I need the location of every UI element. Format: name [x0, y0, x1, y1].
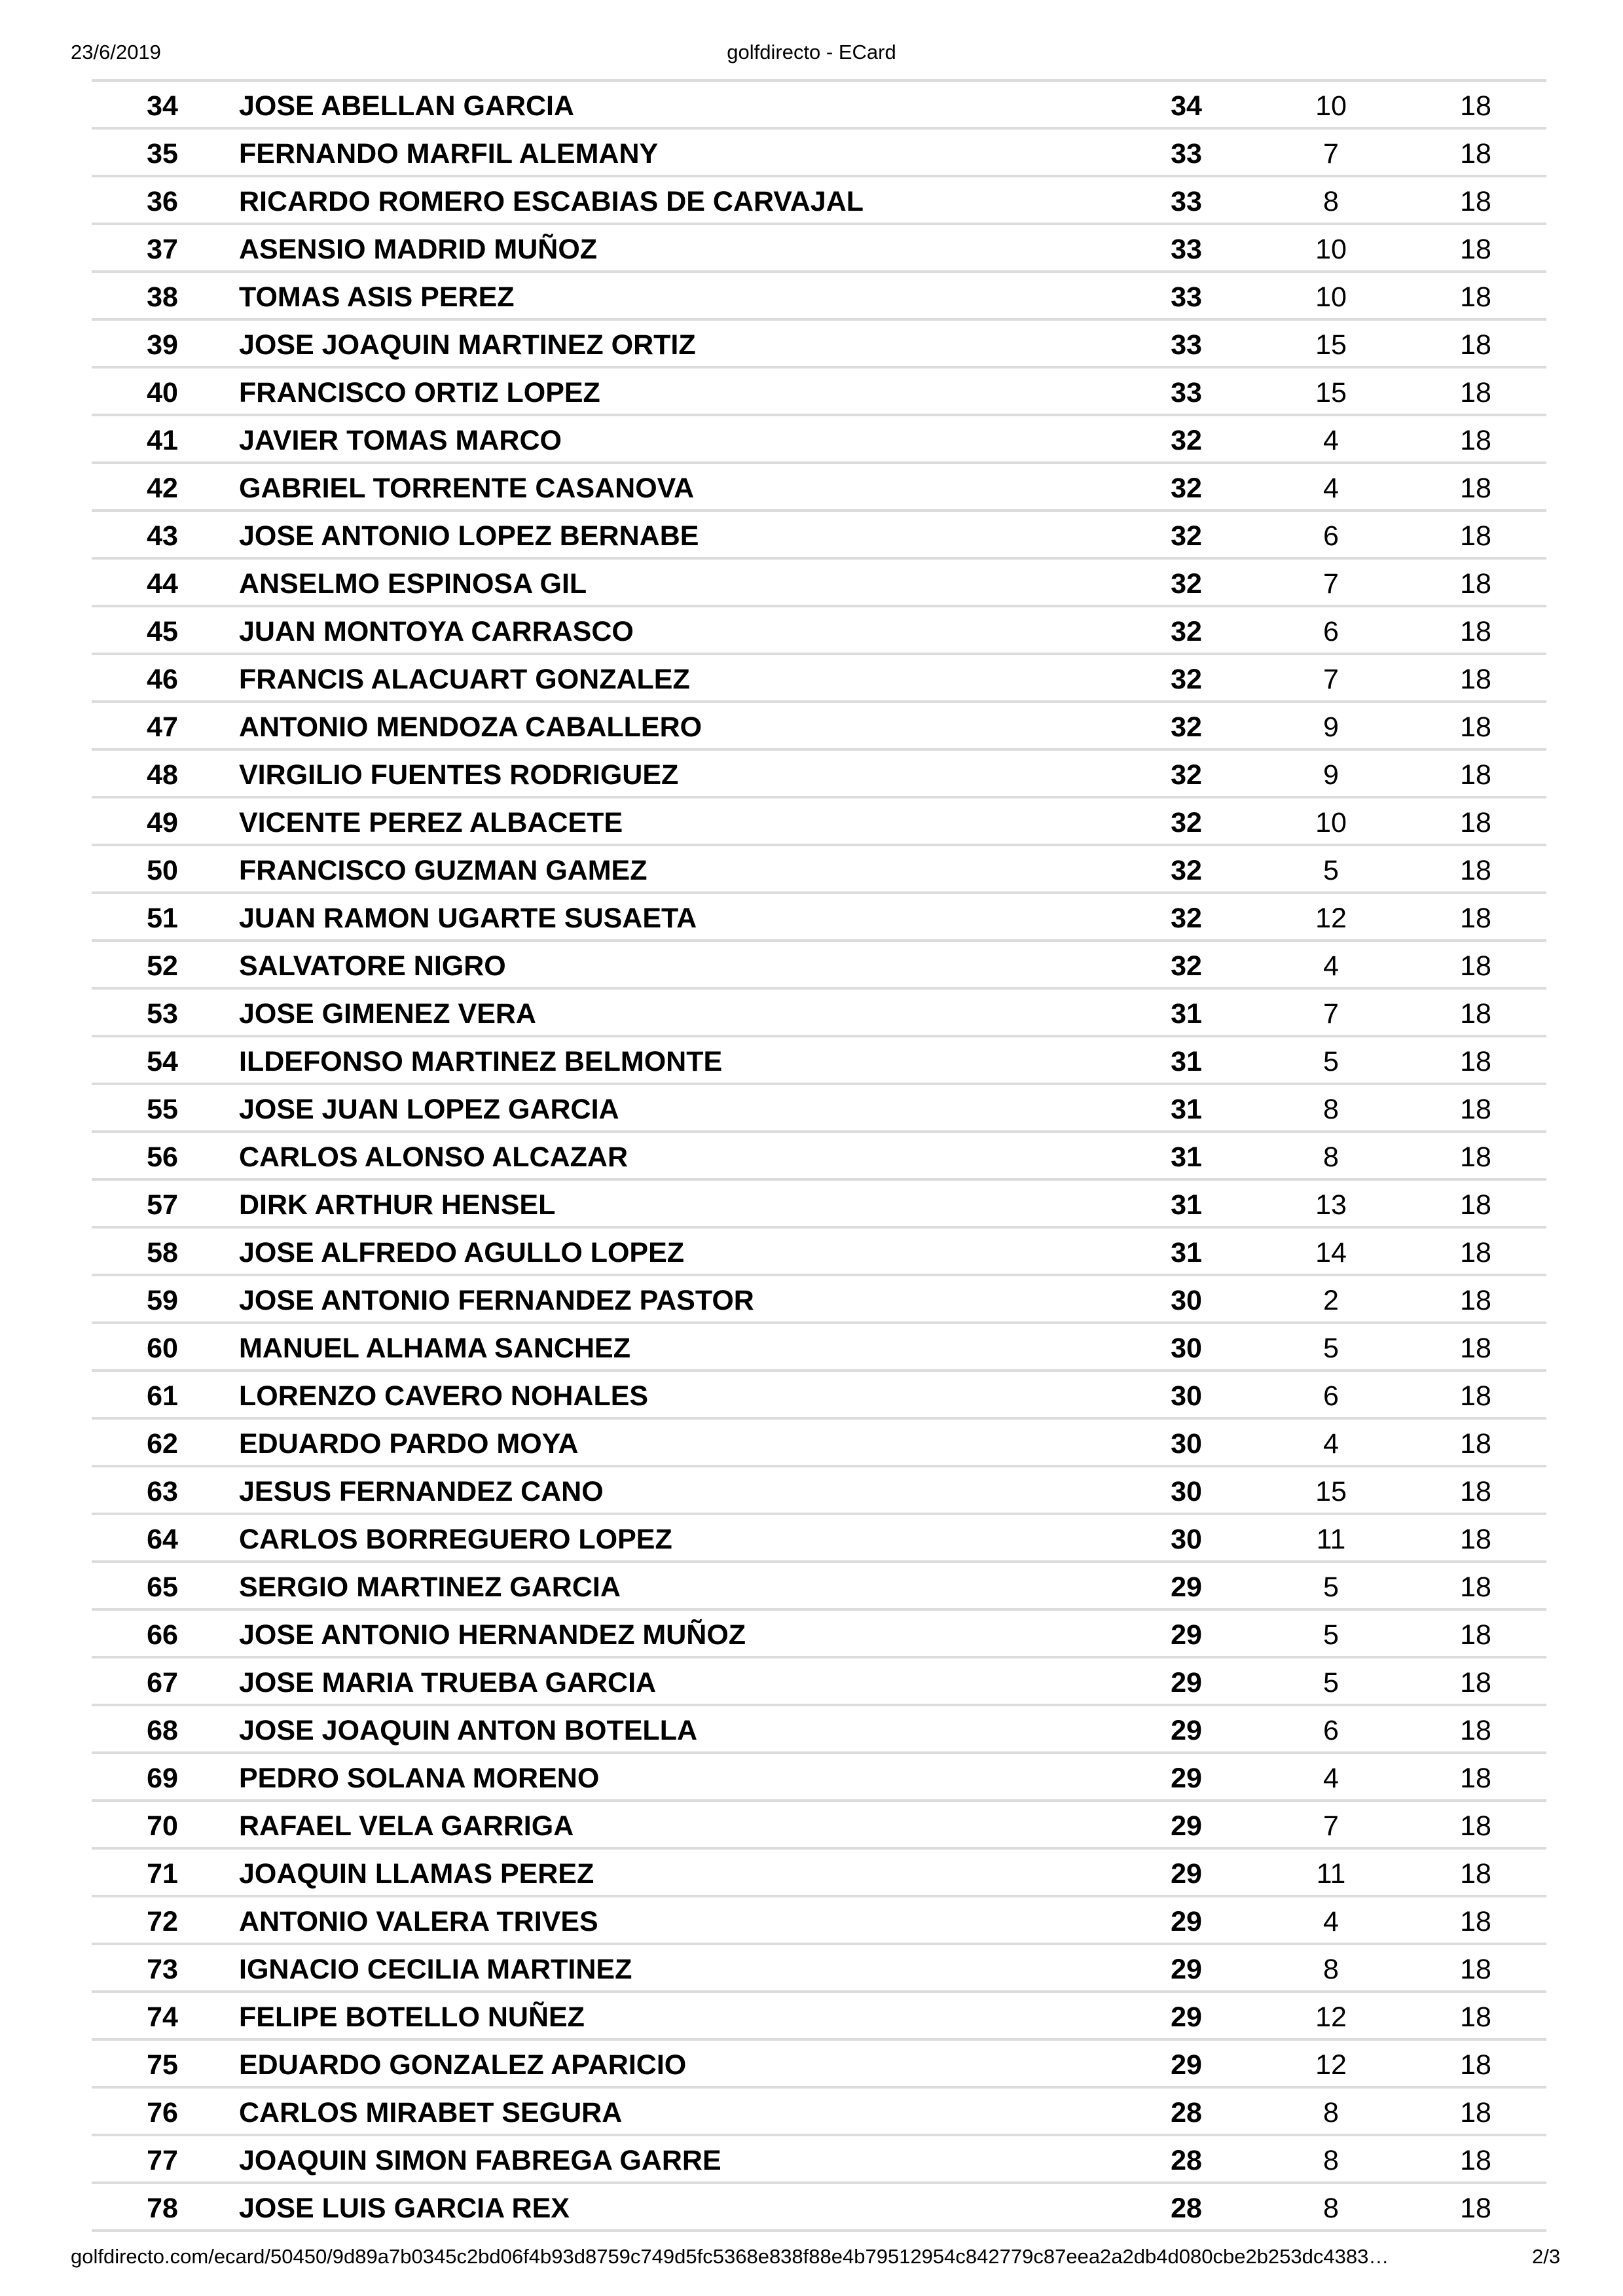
position-cell: 73	[147, 1954, 178, 1985]
player-name-cell: JOSE ALFREDO AGULLO LOPEZ	[239, 1237, 685, 1268]
handicap-cell: 6	[1323, 616, 1339, 647]
position-cell: 65	[147, 1571, 178, 1603]
holes-cell: 18	[1460, 2145, 1491, 2176]
table-row	[92, 2038, 1546, 2086]
holes-cell: 18	[1460, 425, 1491, 456]
position-cell: 69	[147, 1763, 178, 1794]
score-cell: 29	[1171, 1954, 1202, 1985]
player-name-cell: JOAQUIN SIMON FABREGA GARRE	[239, 2145, 721, 2176]
table-row	[92, 223, 1546, 270]
table-row	[92, 1656, 1546, 1704]
player-name-cell: SALVATORE NIGRO	[239, 950, 506, 982]
position-cell: 67	[147, 1667, 178, 1698]
holes-cell: 18	[1460, 473, 1491, 504]
holes-cell: 18	[1460, 2001, 1491, 2033]
position-cell: 39	[147, 329, 178, 361]
player-name-cell: RICARDO ROMERO ESCABIAS DE CARVAJAL	[239, 186, 864, 217]
score-cell: 32	[1171, 425, 1202, 456]
table-row	[92, 605, 1546, 653]
score-cell: 32	[1171, 711, 1202, 743]
score-cell: 30	[1171, 1428, 1202, 1460]
position-cell: 51	[147, 903, 178, 934]
handicap-cell: 9	[1323, 711, 1339, 743]
handicap-cell: 8	[1323, 1141, 1339, 1173]
player-name-cell: ANTONIO VALERA TRIVES	[239, 1906, 598, 1937]
table-row	[92, 1751, 1546, 1799]
score-cell: 29	[1171, 1906, 1202, 1937]
player-name-cell: MANUEL ALHAMA SANCHEZ	[239, 1333, 630, 1364]
position-cell: 42	[147, 473, 178, 504]
table-row	[92, 1704, 1546, 1751]
player-name-cell: DIRK ARTHUR HENSEL	[239, 1189, 556, 1221]
table-row	[92, 987, 1546, 1035]
player-name-cell: JOSE JOAQUIN MARTINEZ ORTIZ	[239, 329, 696, 361]
holes-cell: 18	[1460, 759, 1491, 791]
holes-cell: 18	[1460, 281, 1491, 313]
score-cell: 32	[1171, 903, 1202, 934]
table-row	[92, 366, 1546, 414]
position-cell: 64	[147, 1524, 178, 1555]
score-cell: 33	[1171, 234, 1202, 265]
score-cell: 34	[1171, 90, 1202, 122]
player-name-cell: FELIPE BOTELLO NUÑEZ	[239, 2001, 585, 2033]
position-cell: 35	[147, 138, 178, 170]
table-row	[92, 1465, 1546, 1513]
player-name-cell: VIRGILIO FUENTES RODRIGUEZ	[239, 759, 679, 791]
handicap-cell: 4	[1323, 473, 1339, 504]
handicap-cell: 12	[1315, 2001, 1347, 2033]
player-name-cell: JOSE ANTONIO FERNANDEZ PASTOR	[239, 1285, 754, 1316]
handicap-cell: 8	[1323, 1954, 1339, 1985]
holes-cell: 18	[1460, 1858, 1491, 1890]
table-row	[92, 1943, 1546, 1990]
holes-cell: 18	[1460, 855, 1491, 886]
position-cell: 74	[147, 2001, 178, 2033]
player-name-cell: VICENTE PEREZ ALBACETE	[239, 807, 623, 838]
position-cell: 71	[147, 1858, 178, 1890]
table-row	[92, 461, 1546, 509]
player-name-cell: EDUARDO PARDO MOYA	[239, 1428, 579, 1460]
holes-cell: 18	[1460, 1237, 1491, 1268]
holes-cell: 18	[1460, 1524, 1491, 1555]
holes-cell: 18	[1460, 950, 1491, 982]
handicap-cell: 8	[1323, 2193, 1339, 2224]
player-name-cell: RAFAEL VELA GARRIGA	[239, 1810, 574, 1842]
score-cell: 29	[1171, 1763, 1202, 1794]
leaderboard-table	[92, 79, 1546, 2232]
position-cell: 61	[147, 1380, 178, 1412]
position-cell: 63	[147, 1476, 178, 1507]
handicap-cell: 4	[1323, 1763, 1339, 1794]
handicap-cell: 8	[1323, 1094, 1339, 1125]
player-name-cell: JOSE MARIA TRUEBA GARCIA	[239, 1667, 657, 1698]
score-cell: 29	[1171, 1667, 1202, 1698]
holes-cell: 18	[1460, 1619, 1491, 1651]
holes-cell: 18	[1460, 377, 1491, 408]
score-cell: 32	[1171, 616, 1202, 647]
player-name-cell: CARLOS ALONSO ALCAZAR	[239, 1141, 629, 1173]
player-name-cell: FRANCISCO GUZMAN GAMEZ	[239, 855, 647, 886]
position-cell: 53	[147, 998, 178, 1030]
table-row	[92, 1417, 1546, 1465]
score-cell: 32	[1171, 664, 1202, 695]
table-row	[92, 2181, 1546, 2232]
player-name-cell: JAVIER TOMAS MARCO	[239, 425, 562, 456]
table-row	[92, 1847, 1546, 1895]
table-row	[92, 509, 1546, 557]
handicap-cell: 8	[1323, 2097, 1339, 2128]
table-row	[92, 1178, 1546, 1226]
player-name-cell: FRANCISCO ORTIZ LOPEZ	[239, 377, 600, 408]
player-name-cell: JOSE JUAN LOPEZ GARCIA	[239, 1094, 619, 1125]
table-row	[92, 1560, 1546, 1608]
position-cell: 50	[147, 855, 178, 886]
score-cell: 33	[1171, 281, 1202, 313]
handicap-cell: 9	[1323, 759, 1339, 791]
holes-cell: 18	[1460, 568, 1491, 600]
score-cell: 32	[1171, 568, 1202, 600]
score-cell: 31	[1171, 1094, 1202, 1125]
player-name-cell: ILDEFONSO MARTINEZ BELMONTE	[239, 1046, 723, 1077]
score-cell: 29	[1171, 1858, 1202, 1890]
position-cell: 47	[147, 711, 178, 743]
player-name-cell: LORENZO CAVERO NOHALES	[239, 1380, 649, 1412]
holes-cell: 18	[1460, 1428, 1491, 1460]
holes-cell: 18	[1460, 2049, 1491, 2081]
table-row	[92, 748, 1546, 796]
handicap-cell: 7	[1323, 664, 1339, 695]
table-row	[92, 2086, 1546, 2134]
player-name-cell: CARLOS BORREGUERO LOPEZ	[239, 1524, 672, 1555]
player-name-cell: PEDRO SOLANA MORENO	[239, 1763, 600, 1794]
score-cell: 30	[1171, 1380, 1202, 1412]
handicap-cell: 4	[1323, 950, 1339, 982]
player-name-cell: JESUS FERNANDEZ CANO	[239, 1476, 604, 1507]
player-name-cell: IGNACIO CECILIA MARTINEZ	[239, 1954, 632, 1985]
player-name-cell: TOMAS ASIS PEREZ	[239, 281, 515, 313]
table-row	[92, 175, 1546, 223]
table-row	[92, 1799, 1546, 1847]
score-cell: 32	[1171, 807, 1202, 838]
handicap-cell: 5	[1323, 1333, 1339, 1364]
table-row	[92, 1369, 1546, 1417]
handicap-cell: 10	[1315, 234, 1347, 265]
position-cell: 34	[147, 90, 178, 122]
score-cell: 33	[1171, 138, 1202, 170]
position-cell: 45	[147, 616, 178, 647]
table-row	[92, 2134, 1546, 2181]
handicap-cell: 6	[1323, 520, 1339, 552]
holes-cell: 18	[1460, 711, 1491, 743]
score-cell: 32	[1171, 950, 1202, 982]
position-cell: 46	[147, 664, 178, 695]
position-cell: 75	[147, 2049, 178, 2081]
table-row	[92, 700, 1546, 748]
table-row	[92, 1513, 1546, 1560]
player-name-cell: FERNANDO MARFIL ALEMANY	[239, 138, 659, 170]
table-row	[92, 557, 1546, 605]
holes-cell: 18	[1460, 1285, 1491, 1316]
score-cell: 31	[1171, 1189, 1202, 1221]
handicap-cell: 15	[1315, 1476, 1347, 1507]
position-cell: 70	[147, 1810, 178, 1842]
score-cell: 32	[1171, 473, 1202, 504]
score-cell: 28	[1171, 2097, 1202, 2128]
score-cell: 33	[1171, 329, 1202, 361]
handicap-cell: 5	[1323, 1571, 1339, 1603]
position-cell: 48	[147, 759, 178, 791]
player-name-cell: ANSELMO ESPINOSA GIL	[239, 568, 587, 600]
player-name-cell: SERGIO MARTINEZ GARCIA	[239, 1571, 621, 1603]
handicap-cell: 6	[1323, 1380, 1339, 1412]
position-cell: 37	[147, 234, 178, 265]
score-cell: 29	[1171, 1810, 1202, 1842]
holes-cell: 18	[1460, 90, 1491, 122]
holes-cell: 18	[1460, 1046, 1491, 1077]
handicap-cell: 5	[1323, 1619, 1339, 1651]
table-row	[92, 844, 1546, 891]
table-row	[92, 1608, 1546, 1656]
score-cell: 31	[1171, 1046, 1202, 1077]
position-cell: 78	[147, 2193, 178, 2224]
handicap-cell: 4	[1323, 425, 1339, 456]
holes-cell: 18	[1460, 186, 1491, 217]
player-name-cell: JOSE ANTONIO HERNANDEZ MUÑOZ	[239, 1619, 746, 1651]
position-cell: 58	[147, 1237, 178, 1268]
table-row	[92, 1083, 1546, 1130]
score-cell: 32	[1171, 855, 1202, 886]
position-cell: 54	[147, 1046, 178, 1077]
holes-cell: 18	[1460, 2193, 1491, 2224]
handicap-cell: 12	[1315, 903, 1347, 934]
player-name-cell: GABRIEL TORRENTE CASANOVA	[239, 473, 695, 504]
holes-cell: 18	[1460, 903, 1491, 934]
holes-cell: 18	[1460, 1333, 1491, 1364]
handicap-cell: 15	[1315, 377, 1347, 408]
holes-cell: 18	[1460, 138, 1491, 170]
handicap-cell: 7	[1323, 568, 1339, 600]
player-name-cell: EDUARDO GONZALEZ APARICIO	[239, 2049, 687, 2081]
handicap-cell: 8	[1323, 186, 1339, 217]
handicap-cell: 6	[1323, 1715, 1339, 1746]
score-cell: 32	[1171, 520, 1202, 552]
position-cell: 72	[147, 1906, 178, 1937]
holes-cell: 18	[1460, 2097, 1491, 2128]
holes-cell: 18	[1460, 664, 1491, 695]
holes-cell: 18	[1460, 1954, 1491, 1985]
position-cell: 56	[147, 1141, 178, 1173]
handicap-cell: 4	[1323, 1906, 1339, 1937]
score-cell: 31	[1171, 1141, 1202, 1173]
score-cell: 32	[1171, 759, 1202, 791]
score-cell: 29	[1171, 1619, 1202, 1651]
handicap-cell: 14	[1315, 1237, 1347, 1268]
position-cell: 44	[147, 568, 178, 600]
position-cell: 38	[147, 281, 178, 313]
holes-cell: 18	[1460, 329, 1491, 361]
table-row	[92, 79, 1546, 127]
player-name-cell: FRANCIS ALACUART GONZALEZ	[239, 664, 690, 695]
handicap-cell: 5	[1323, 1667, 1339, 1698]
score-cell: 31	[1171, 998, 1202, 1030]
score-cell: 29	[1171, 1571, 1202, 1603]
holes-cell: 18	[1460, 1763, 1491, 1794]
table-row	[92, 1035, 1546, 1083]
position-cell: 43	[147, 520, 178, 552]
holes-cell: 18	[1460, 520, 1491, 552]
handicap-cell: 13	[1315, 1189, 1347, 1221]
position-cell: 62	[147, 1428, 178, 1460]
holes-cell: 18	[1460, 1571, 1491, 1603]
position-cell: 76	[147, 2097, 178, 2128]
table-row	[92, 1895, 1546, 1943]
score-cell: 29	[1171, 2001, 1202, 2033]
holes-cell: 18	[1460, 1476, 1491, 1507]
player-name-cell: JOSE ANTONIO LOPEZ BERNABE	[239, 520, 699, 552]
position-cell: 52	[147, 950, 178, 982]
player-name-cell: JOAQUIN LLAMAS PEREZ	[239, 1858, 594, 1890]
position-cell: 68	[147, 1715, 178, 1746]
position-cell: 57	[147, 1189, 178, 1221]
handicap-cell: 12	[1315, 2049, 1347, 2081]
holes-cell: 18	[1460, 1810, 1491, 1842]
position-cell: 40	[147, 377, 178, 408]
holes-cell: 18	[1460, 998, 1491, 1030]
player-name-cell: CARLOS MIRABET SEGURA	[239, 2097, 623, 2128]
print-date: 23/6/2019	[71, 41, 161, 63]
handicap-cell: 15	[1315, 329, 1347, 361]
table-row	[92, 1321, 1546, 1369]
score-cell: 30	[1171, 1333, 1202, 1364]
footer-url-link[interactable]: golfdirecto.com/ecard/50450/9d89a7b0345c2bd06f4b93d8759c749d5fc5368e838f88e4b79512954c842779c87eea2a2db4d080cbe2b253dc4383…	[71, 2245, 1389, 2268]
holes-cell: 18	[1460, 1715, 1491, 1746]
table-row	[92, 318, 1546, 366]
holes-cell: 18	[1460, 234, 1491, 265]
position-cell: 66	[147, 1619, 178, 1651]
handicap-cell: 10	[1315, 90, 1347, 122]
position-cell: 60	[147, 1333, 178, 1364]
score-cell: 29	[1171, 2049, 1202, 2081]
player-name-cell: ASENSIO MADRID MUÑOZ	[239, 234, 598, 265]
page-number: 2/3	[1532, 2245, 1561, 2268]
score-cell: 33	[1171, 186, 1202, 217]
handicap-cell: 11	[1316, 1858, 1346, 1890]
player-name-cell: ANTONIO MENDOZA CABALLERO	[239, 711, 702, 743]
player-name-cell: JOSE LUIS GARCIA REX	[239, 2193, 570, 2224]
table-row	[92, 891, 1546, 939]
player-name-cell: JOSE JOAQUIN ANTON BOTELLA	[239, 1715, 698, 1746]
holes-cell: 18	[1460, 1189, 1491, 1221]
handicap-cell: 4	[1323, 1428, 1339, 1460]
position-cell: 77	[147, 2145, 178, 2176]
handicap-cell: 10	[1315, 281, 1347, 313]
holes-cell: 18	[1460, 1380, 1491, 1412]
table-row	[92, 796, 1546, 844]
table-row	[92, 1226, 1546, 1274]
position-cell: 41	[147, 425, 178, 456]
handicap-cell: 10	[1315, 807, 1347, 838]
handicap-cell: 7	[1323, 998, 1339, 1030]
holes-cell: 18	[1460, 1141, 1491, 1173]
table-row	[92, 1274, 1546, 1321]
holes-cell: 18	[1460, 1094, 1491, 1125]
table-row	[92, 1130, 1546, 1178]
holes-cell: 18	[1460, 616, 1491, 647]
player-name-cell: JUAN MONTOYA CARRASCO	[239, 616, 634, 647]
score-cell: 29	[1171, 1715, 1202, 1746]
handicap-cell: 11	[1316, 1524, 1346, 1555]
score-cell: 31	[1171, 1237, 1202, 1268]
position-cell: 36	[147, 186, 178, 217]
position-cell: 49	[147, 807, 178, 838]
page-title: golfdirecto - ECard	[727, 41, 896, 63]
score-cell: 30	[1171, 1524, 1202, 1555]
score-cell: 33	[1171, 377, 1202, 408]
table-row	[92, 127, 1546, 175]
score-cell: 28	[1171, 2193, 1202, 2224]
score-cell: 30	[1171, 1285, 1202, 1316]
holes-cell: 18	[1460, 807, 1491, 838]
handicap-cell: 5	[1323, 855, 1339, 886]
table-row	[92, 939, 1546, 987]
handicap-cell: 7	[1323, 138, 1339, 170]
handicap-cell: 8	[1323, 2145, 1339, 2176]
score-cell: 30	[1171, 1476, 1202, 1507]
table-row	[92, 270, 1546, 318]
handicap-cell: 5	[1323, 1046, 1339, 1077]
player-name-cell: JUAN RAMON UGARTE SUSAETA	[239, 903, 697, 934]
player-name-cell: JOSE ABELLAN GARCIA	[239, 90, 575, 122]
handicap-cell: 2	[1323, 1285, 1339, 1316]
score-cell: 28	[1171, 2145, 1202, 2176]
table-row	[92, 653, 1546, 700]
player-name-cell: JOSE GIMENEZ VERA	[239, 998, 536, 1030]
holes-cell: 18	[1460, 1667, 1491, 1698]
holes-cell: 18	[1460, 1906, 1491, 1937]
handicap-cell: 7	[1323, 1810, 1339, 1842]
position-cell: 59	[147, 1285, 178, 1316]
position-cell: 55	[147, 1094, 178, 1125]
table-row	[92, 1990, 1546, 2038]
table-row	[92, 414, 1546, 461]
